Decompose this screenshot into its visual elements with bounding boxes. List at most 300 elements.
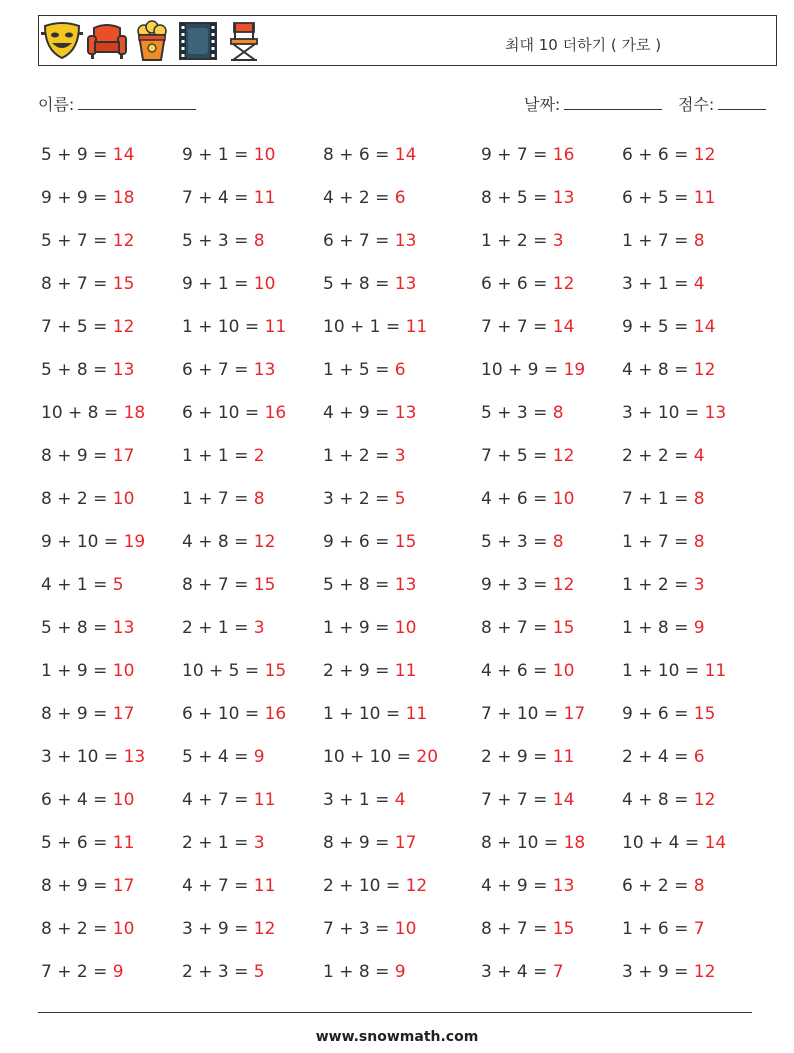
problem-question: 1 + 2 = <box>622 575 689 595</box>
problem-item <box>622 661 726 681</box>
problem-answer: 8 <box>693 876 705 896</box>
problem-question: 2 + 1 = <box>182 833 249 853</box>
problem-question: 8 + 7 = <box>41 274 108 294</box>
problem-answer: 18 <box>563 833 586 853</box>
problem-question: 8 + 6 = <box>323 145 390 165</box>
problem-answer: 10 <box>253 274 276 294</box>
problem-question: 1 + 7 = <box>182 489 249 509</box>
problem-question: 1 + 10 = <box>622 661 700 681</box>
problem-item <box>182 231 265 251</box>
problem-question: 1 + 9 = <box>41 661 108 681</box>
problem-answer: 12 <box>253 919 276 939</box>
problem-answer: 13 <box>112 360 135 380</box>
problem-answer: 11 <box>552 747 575 767</box>
problem-item <box>41 962 124 982</box>
problem-answer: 16 <box>552 145 575 165</box>
problem-item <box>481 403 564 423</box>
problem-question: 1 + 8 = <box>622 618 689 638</box>
problem-question: 1 + 7 = <box>622 231 689 251</box>
problem-item <box>481 876 574 896</box>
problem-answer: 10 <box>394 618 417 638</box>
problem-question: 5 + 9 = <box>41 145 108 165</box>
problem-answer: 9 <box>253 747 265 767</box>
problem-question: 5 + 8 = <box>41 618 108 638</box>
problem-item <box>323 962 406 982</box>
problem-item <box>182 833 265 853</box>
problem-answer: 11 <box>253 188 276 208</box>
problem-answer: 20 <box>416 747 439 767</box>
problem-question: 2 + 9 = <box>323 661 390 681</box>
problem-item <box>182 661 286 681</box>
problem-item <box>41 532 145 552</box>
problem-question: 10 + 9 = <box>481 360 559 380</box>
problem-question: 8 + 2 = <box>41 919 108 939</box>
problem-question: 4 + 1 = <box>41 575 108 595</box>
problem-question: 1 + 8 = <box>323 962 390 982</box>
problem-answer: 11 <box>253 876 276 896</box>
problem-answer: 12 <box>112 317 135 337</box>
problem-question: 5 + 8 = <box>323 575 390 595</box>
problem-question: 1 + 10 = <box>182 317 260 337</box>
problem-answer: 10 <box>112 919 135 939</box>
problem-answer: 11 <box>264 317 287 337</box>
problem-question: 8 + 2 = <box>41 489 108 509</box>
problem-answer: 4 <box>394 790 406 810</box>
problem-question: 4 + 8 = <box>622 360 689 380</box>
problem-item <box>41 360 134 380</box>
problem-item <box>41 833 134 853</box>
problem-item <box>622 489 705 509</box>
problem-item <box>41 231 134 251</box>
problem-question: 4 + 9 = <box>323 403 390 423</box>
problem-answer: 13 <box>123 747 146 767</box>
problem-answer: 6 <box>693 747 705 767</box>
problem-question: 4 + 7 = <box>182 876 249 896</box>
problem-item <box>481 790 574 810</box>
problem-item <box>182 489 265 509</box>
problem-answer: 15 <box>552 618 575 638</box>
problem-answer: 15 <box>253 575 276 595</box>
problem-answer: 18 <box>123 403 146 423</box>
problem-item <box>481 747 574 767</box>
problem-question: 6 + 2 = <box>622 876 689 896</box>
problem-answer: 15 <box>552 919 575 939</box>
problem-item <box>622 876 705 896</box>
problem-item <box>41 704 134 724</box>
problem-question: 10 + 5 = <box>182 661 260 681</box>
problem-answer: 8 <box>693 231 705 251</box>
problem-answer: 17 <box>563 704 586 724</box>
problem-answer: 15 <box>264 661 287 681</box>
problem-answer: 10 <box>552 661 575 681</box>
problem-answer: 18 <box>112 188 135 208</box>
problem-answer: 16 <box>264 704 287 724</box>
problem-question: 8 + 9 = <box>323 833 390 853</box>
problem-answer: 8 <box>253 489 265 509</box>
problem-answer: 19 <box>563 360 586 380</box>
problem-question: 8 + 9 = <box>41 446 108 466</box>
problem-item <box>182 747 265 767</box>
problem-answer: 13 <box>394 403 417 423</box>
problem-item <box>622 919 705 939</box>
problem-question: 4 + 2 = <box>323 188 390 208</box>
problem-item <box>622 532 705 552</box>
problem-item <box>41 747 145 767</box>
problem-answer: 3 <box>394 446 406 466</box>
problem-item <box>481 360 585 380</box>
problem-item <box>481 231 564 251</box>
problem-item <box>481 317 574 337</box>
problem-item <box>323 274 416 294</box>
worksheet-title: 최대 10 더하기 ( 가로 ) <box>505 36 662 54</box>
problem-question: 4 + 6 = <box>481 489 548 509</box>
problem-question: 3 + 10 = <box>41 747 119 767</box>
problem-item <box>182 618 265 638</box>
problem-question: 6 + 7 = <box>182 360 249 380</box>
problem-item <box>182 532 275 552</box>
problem-item <box>481 532 564 552</box>
problem-question: 10 + 10 = <box>323 747 411 767</box>
problem-item <box>182 790 275 810</box>
problem-question: 6 + 6 = <box>481 274 548 294</box>
problem-item <box>182 317 286 337</box>
problem-answer: 12 <box>693 145 716 165</box>
problem-item <box>323 317 427 337</box>
problem-item <box>481 618 574 638</box>
problem-question: 2 + 2 = <box>622 446 689 466</box>
problem-question: 1 + 9 = <box>323 618 390 638</box>
problem-question: 7 + 4 = <box>182 188 249 208</box>
footer-site: www.snowmath.com <box>315 1029 479 1045</box>
problem-item <box>41 618 134 638</box>
problem-answer: 13 <box>394 274 417 294</box>
problem-item <box>481 962 564 982</box>
problem-question: 9 + 6 = <box>622 704 689 724</box>
problem-answer: 12 <box>405 876 428 896</box>
problem-answer: 15 <box>394 532 417 552</box>
problem-item <box>622 704 715 724</box>
problem-question: 6 + 4 = <box>41 790 108 810</box>
problem-item <box>622 360 715 380</box>
problem-question: 7 + 1 = <box>622 489 689 509</box>
problem-answer: 11 <box>693 188 716 208</box>
problem-answer: 9 <box>693 618 705 638</box>
problem-question: 3 + 4 = <box>481 962 548 982</box>
problem-question: 10 + 8 = <box>41 403 119 423</box>
problem-answer: 10 <box>112 790 135 810</box>
problem-question: 8 + 7 = <box>481 919 548 939</box>
problem-item <box>182 403 286 423</box>
problem-item <box>41 919 134 939</box>
problem-item <box>481 188 574 208</box>
problem-question: 9 + 1 = <box>182 274 249 294</box>
problem-item <box>323 704 427 724</box>
problem-question: 9 + 7 = <box>481 145 548 165</box>
problem-question: 6 + 5 = <box>622 188 689 208</box>
problem-item <box>622 618 705 638</box>
problem-question: 6 + 7 = <box>323 231 390 251</box>
problem-question: 3 + 9 = <box>182 919 249 939</box>
problem-answer: 10 <box>253 145 276 165</box>
problem-item <box>481 575 574 595</box>
problem-answer: 11 <box>112 833 135 853</box>
problem-answer: 12 <box>552 274 575 294</box>
problem-item <box>622 274 705 294</box>
problem-item <box>323 876 427 896</box>
problem-answer: 11 <box>253 790 276 810</box>
problem-item <box>622 446 705 466</box>
score-label: 점수: <box>678 95 715 114</box>
problem-item <box>481 661 574 681</box>
problem-item <box>41 145 134 165</box>
problem-question: 7 + 7 = <box>481 317 548 337</box>
problem-answer: 12 <box>693 962 716 982</box>
problem-item <box>622 231 705 251</box>
problem-item <box>41 188 134 208</box>
problem-answer: 15 <box>112 274 135 294</box>
problem-item <box>182 145 275 165</box>
problem-question: 6 + 10 = <box>182 403 260 423</box>
problem-item <box>323 747 438 767</box>
problem-answer: 12 <box>693 360 716 380</box>
problem-item <box>323 919 416 939</box>
problem-answer: 13 <box>394 575 417 595</box>
problem-answer: 8 <box>693 489 705 509</box>
problem-item <box>622 403 726 423</box>
problem-question: 5 + 8 = <box>41 360 108 380</box>
problem-item <box>182 962 265 982</box>
problem-item <box>182 188 275 208</box>
problem-question: 9 + 1 = <box>182 145 249 165</box>
problem-item <box>41 317 134 337</box>
problem-question: 5 + 4 = <box>182 747 249 767</box>
name-label: 이름: <box>38 95 75 114</box>
problem-question: 8 + 5 = <box>481 188 548 208</box>
problem-question: 7 + 7 = <box>481 790 548 810</box>
problem-question: 9 + 9 = <box>41 188 108 208</box>
problem-answer: 14 <box>394 145 417 165</box>
problem-item <box>622 962 715 982</box>
problem-answer: 12 <box>112 231 135 251</box>
problem-question: 2 + 3 = <box>182 962 249 982</box>
problem-answer: 16 <box>264 403 287 423</box>
problem-answer: 10 <box>112 661 135 681</box>
problem-answer: 12 <box>253 532 276 552</box>
problem-item <box>323 403 416 423</box>
problem-item <box>481 833 585 853</box>
problem-question: 3 + 2 = <box>323 489 390 509</box>
problem-answer: 2 <box>253 446 265 466</box>
problem-answer: 4 <box>693 446 705 466</box>
problem-question: 4 + 7 = <box>182 790 249 810</box>
problem-item <box>323 661 416 681</box>
problem-question: 8 + 7 = <box>481 618 548 638</box>
problem-question: 9 + 10 = <box>41 532 119 552</box>
problem-item <box>481 489 574 509</box>
problem-question: 5 + 3 = <box>481 532 548 552</box>
problem-question: 2 + 10 = <box>323 876 401 896</box>
problem-answer: 5 <box>394 489 406 509</box>
problem-question: 3 + 1 = <box>622 274 689 294</box>
problem-answer: 14 <box>552 317 575 337</box>
problem-answer: 17 <box>112 876 135 896</box>
problem-question: 5 + 3 = <box>182 231 249 251</box>
problem-question: 1 + 10 = <box>323 704 401 724</box>
problem-item <box>323 833 416 853</box>
problem-item <box>41 489 134 509</box>
problem-item <box>41 876 134 896</box>
problem-answer: 13 <box>394 231 417 251</box>
problem-answer: 13 <box>704 403 727 423</box>
problem-item <box>481 446 574 466</box>
problem-answer: 17 <box>112 704 135 724</box>
problem-question: 7 + 5 = <box>481 446 548 466</box>
problem-answer: 8 <box>552 403 564 423</box>
problem-question: 1 + 5 = <box>323 360 390 380</box>
problem-answer: 8 <box>552 532 564 552</box>
problem-item <box>481 919 574 939</box>
problem-item <box>41 575 124 595</box>
problem-item <box>323 188 406 208</box>
problem-answer: 13 <box>253 360 276 380</box>
problem-answer: 3 <box>253 618 265 638</box>
problem-item <box>481 274 574 294</box>
problem-question: 4 + 8 = <box>182 532 249 552</box>
problem-item <box>622 833 726 853</box>
problem-answer: 5 <box>112 575 124 595</box>
problem-question: 5 + 3 = <box>481 403 548 423</box>
problem-answer: 3 <box>552 231 564 251</box>
problem-question: 1 + 2 = <box>323 446 390 466</box>
problem-answer: 12 <box>552 575 575 595</box>
problem-answer: 14 <box>693 317 716 337</box>
problem-question: 1 + 1 = <box>182 446 249 466</box>
problem-answer: 8 <box>693 532 705 552</box>
problem-question: 1 + 2 = <box>481 231 548 251</box>
problem-answer: 11 <box>394 661 417 681</box>
problem-answer: 11 <box>405 704 428 724</box>
problem-question: 7 + 5 = <box>41 317 108 337</box>
problem-answer: 8 <box>253 231 265 251</box>
problem-answer: 4 <box>693 274 705 294</box>
problem-question: 4 + 6 = <box>481 661 548 681</box>
problem-answer: 13 <box>552 876 575 896</box>
problem-item <box>182 575 275 595</box>
problem-answer: 11 <box>704 661 727 681</box>
problem-item <box>622 317 715 337</box>
problem-answer: 10 <box>112 489 135 509</box>
problem-item <box>481 704 585 724</box>
problem-answer: 14 <box>112 145 135 165</box>
problem-answer: 12 <box>693 790 716 810</box>
problem-question: 6 + 6 = <box>622 145 689 165</box>
problem-item <box>41 446 134 466</box>
problem-item <box>323 790 406 810</box>
problem-question: 9 + 5 = <box>622 317 689 337</box>
problem-answer: 14 <box>552 790 575 810</box>
problem-question: 8 + 9 = <box>41 876 108 896</box>
problem-answer: 9 <box>112 962 124 982</box>
problem-item <box>323 446 406 466</box>
problem-item <box>622 747 705 767</box>
problem-question: 8 + 7 = <box>182 575 249 595</box>
problem-item <box>41 661 134 681</box>
problem-question: 2 + 4 = <box>622 747 689 767</box>
problem-answer: 13 <box>552 188 575 208</box>
problem-answer: 6 <box>394 360 406 380</box>
problem-item <box>323 532 416 552</box>
problem-answer: 12 <box>552 446 575 466</box>
problem-question: 5 + 6 = <box>41 833 108 853</box>
problem-answer: 7 <box>693 919 705 939</box>
problem-answer: 6 <box>394 188 406 208</box>
problem-answer: 19 <box>123 532 146 552</box>
problem-item <box>182 446 265 466</box>
problem-item <box>323 575 416 595</box>
problem-item <box>182 360 275 380</box>
problem-question: 3 + 9 = <box>622 962 689 982</box>
problem-item <box>182 919 275 939</box>
problem-question: 3 + 10 = <box>622 403 700 423</box>
problem-item <box>41 790 134 810</box>
problem-question: 8 + 10 = <box>481 833 559 853</box>
problem-item <box>323 618 416 638</box>
problem-item <box>323 489 406 509</box>
problem-answer: 10 <box>394 919 417 939</box>
problem-answer: 15 <box>693 704 716 724</box>
problem-answer: 17 <box>112 446 135 466</box>
problem-answer: 11 <box>405 317 428 337</box>
problem-question: 4 + 9 = <box>481 876 548 896</box>
problem-item <box>323 360 406 380</box>
problem-question: 5 + 8 = <box>323 274 390 294</box>
problem-question: 4 + 8 = <box>622 790 689 810</box>
problem-question: 10 + 1 = <box>323 317 401 337</box>
problem-item <box>622 188 715 208</box>
problem-answer: 10 <box>552 489 575 509</box>
problem-item <box>622 145 715 165</box>
problem-item <box>622 790 715 810</box>
problem-answer: 5 <box>253 962 265 982</box>
problem-question: 9 + 6 = <box>323 532 390 552</box>
problem-item <box>182 704 286 724</box>
problem-answer: 3 <box>253 833 265 853</box>
problem-item <box>182 876 275 896</box>
problem-question: 2 + 9 = <box>481 747 548 767</box>
problem-question: 1 + 6 = <box>622 919 689 939</box>
problem-item <box>622 575 705 595</box>
problem-answer: 17 <box>394 833 417 853</box>
problem-answer: 9 <box>394 962 406 982</box>
date-label: 날짜: <box>524 95 561 114</box>
problem-question: 7 + 10 = <box>481 704 559 724</box>
footer-divider <box>38 1012 752 1013</box>
problem-answer: 14 <box>704 833 727 853</box>
problem-answer: 13 <box>112 618 135 638</box>
problem-question: 2 + 1 = <box>182 618 249 638</box>
problem-item <box>481 145 574 165</box>
problem-item <box>41 274 134 294</box>
problem-question: 10 + 4 = <box>622 833 700 853</box>
problem-answer: 3 <box>693 575 705 595</box>
problem-answer: 7 <box>552 962 564 982</box>
problem-item <box>323 145 416 165</box>
problem-item <box>41 403 145 423</box>
problem-question: 7 + 2 = <box>41 962 108 982</box>
problem-item <box>182 274 275 294</box>
problem-question: 6 + 10 = <box>182 704 260 724</box>
problem-question: 1 + 7 = <box>622 532 689 552</box>
